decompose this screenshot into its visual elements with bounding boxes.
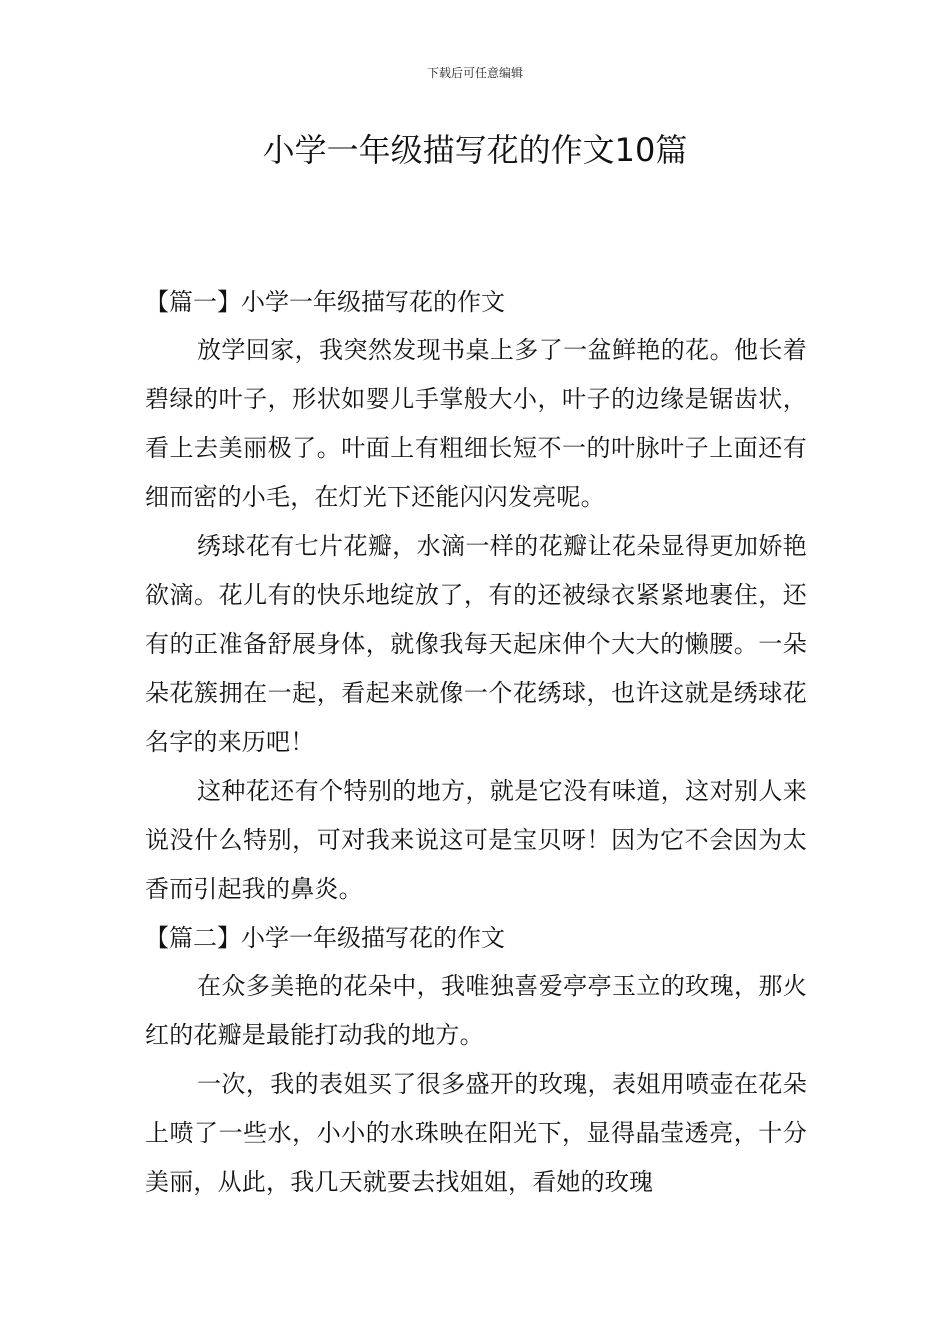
document-body xyxy=(145,278,807,1207)
document-title: 小学一年级描写花的作文10篇 xyxy=(262,131,688,169)
section-heading: 【篇二】小学一年级描写花的作文 xyxy=(145,924,505,952)
section-1 xyxy=(145,278,807,914)
section-heading: 【篇一】小学一年级描写花的作文 xyxy=(145,288,505,316)
page-header-note: 下载后可任意编辑 xyxy=(426,66,523,80)
paragraph: 一次，我的表姐买了很多盛开的玫瑰，表姐用喷壶在花朵上喷了一些水，小小的水珠映在阳光下，显得晶莹透亮，十分美丽，从此，我几天就要去找姐姐，看她的玫瑰 xyxy=(145,1070,807,1196)
paragraph: 在众多美艳的花朵中，我唯独喜爱亭亭玉立的玫瑰，那火红的花瓣是最能打动我的地方。 xyxy=(145,972,807,1049)
paragraph: 放学回家，我突然发现书桌上多了一盆鲜艳的花。他长着碧绿的叶子，形状如婴儿手掌般大小，叶子的边缘是锯齿状，看上去美丽极了。叶面上有粗细长短不一的叶脉叶子上面还有细而密的小毛，在灯光下还能闪闪发亮呢。 xyxy=(145,336,807,511)
paragraph: 这种花还有个特别的地方，就是它没有味道，这对别人来说没什么特别，可对我来说这可是宝贝呀！因为它不会因为太香而引起我的鼻炎。 xyxy=(145,777,807,903)
section-2 xyxy=(145,914,807,1207)
paragraph: 绣球花有七片花瓣，水滴一样的花瓣让花朵显得更加娇艳欲滴。花儿有的快乐地绽放了，有的还被绿衣紧紧地裹住，还有的正准备舒展身体，就像我每天起床伸个大大的懒腰。一朵朵花簇拥在一起，看起来就像一个花绣球，也许这就是绣球花名字的来历吧！ xyxy=(145,532,807,756)
